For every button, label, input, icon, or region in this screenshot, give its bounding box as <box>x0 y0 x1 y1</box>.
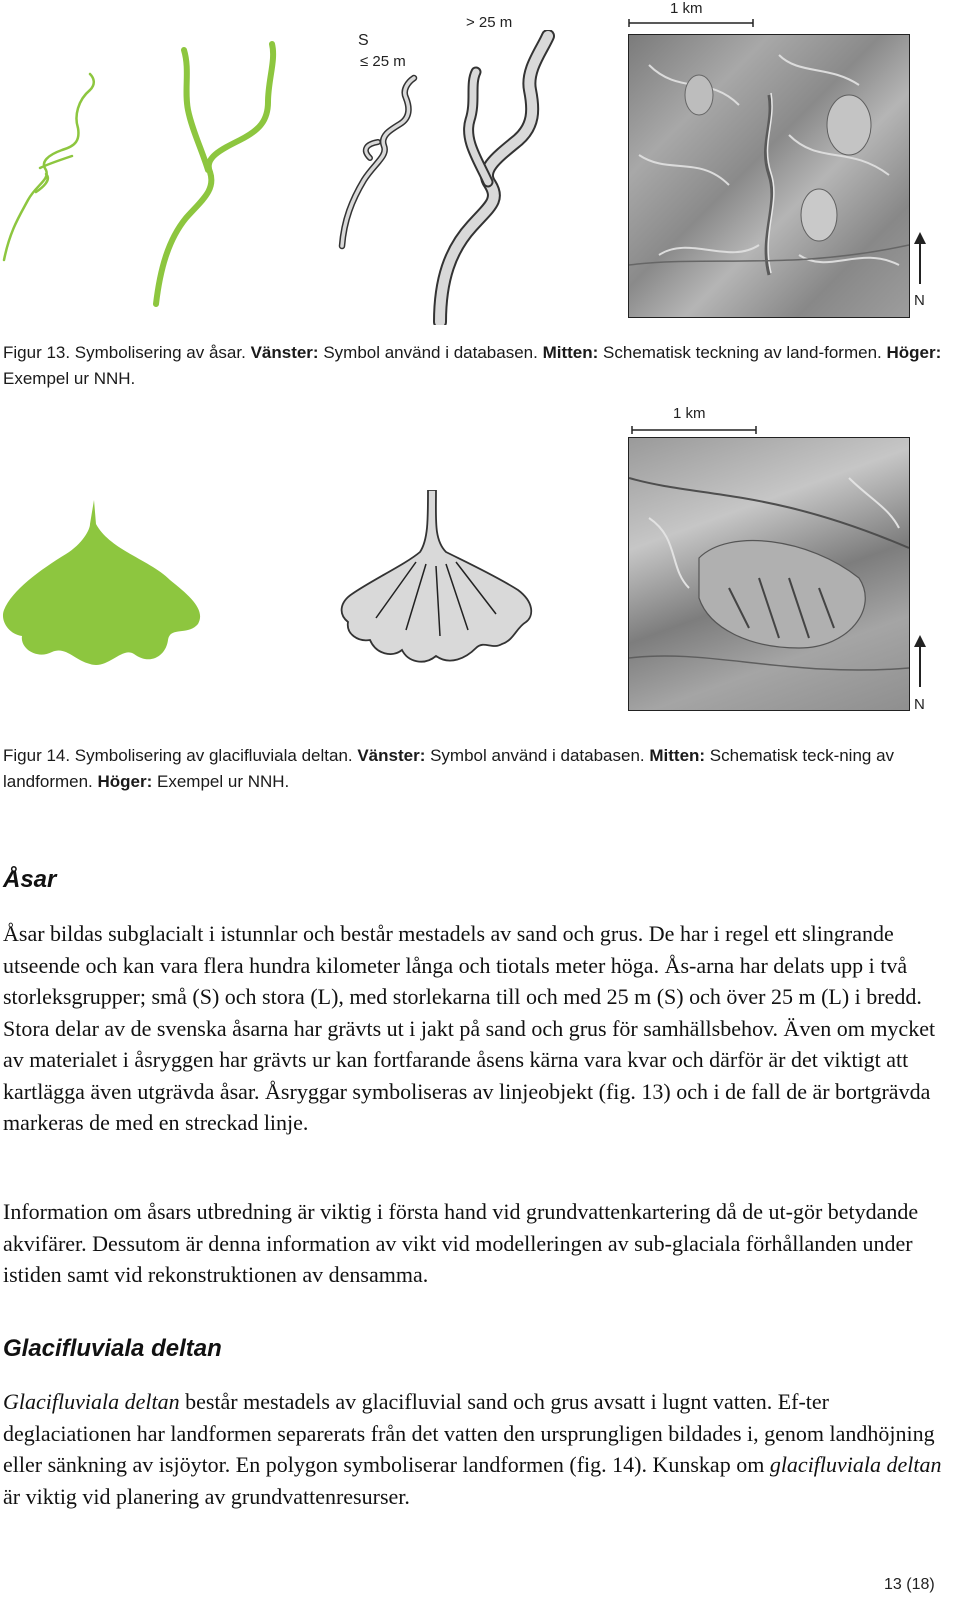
scale-label: 1 km <box>673 405 706 422</box>
north-label: N <box>914 696 925 713</box>
scale-bar <box>631 425 757 435</box>
delta-schematic <box>336 490 536 670</box>
nnh-hillshade-map <box>628 34 910 318</box>
label-large-width: > 25 m <box>466 14 513 31</box>
figure-14 <box>0 395 960 725</box>
asar-paragraph-1: Åsar bildas subglacialt i istunnlar och består mestadels av sand och grus. De har i regel ett slingrande utseende och kan vara flera hundra kilometer långa och tiotals meter höga. Ås-arna har delats upp i två storleksgrupper; små (S) och stora (L), med storlekarna till och med 25 m (S) och över 25 m (L) i bredd. Stora delar av de svenska åsarna har grävts ut i jakt på sand och grus för samhällsbehov. Även om mycket av materialet i åsryggen har grävts ur kan fortfarande åsens kärna vara kvar och därför är det viktigt att kartlägga även utgrävda åsar. Åsryggar symboliseras av linjeobjekt (fig. 13) och i de fall de är bortgrävda markeras de med en streckad linje. <box>3 921 936 1135</box>
label-s: S <box>358 32 369 49</box>
scale-label: 1 km <box>670 0 703 17</box>
label-small-width: ≤ 25 m <box>360 53 406 70</box>
north-label: N <box>914 292 925 309</box>
esker-symbol-small <box>0 70 110 270</box>
asar-paragraph-2: Information om åsars utbredning är viktig i första hand vid grundvattenkartering då de ut-gör betydande akvifärer. Dessutom är denna information av vikt vid modelleringen av sub-glaciala förhållanden under istiden samt vid rekonstruktionen av densamma. <box>3 1199 919 1287</box>
esker-schematic-large <box>430 30 570 325</box>
esker-symbol-large <box>140 40 290 310</box>
page-number: 13 (18) <box>884 1576 935 1593</box>
term-glacifluviala-deltan: Glacifluviala deltan <box>3 1389 180 1414</box>
term-glacifluviala-deltan: glacifluviala deltan <box>769 1452 942 1477</box>
north-arrow-icon <box>913 635 927 687</box>
deltan-paragraph: Glacifluviala deltan består mestadels av glacifluvial sand och grus avsatt i lugnt vatten. Ef-ter deglaciationen har landformen separerats från det vatten den ursprungligen bildades i, genom landhöjning eller sänkning av isjöytor. En polygon symboliserar landformen (fig. 14). Kunskap om glacifluviala deltan är viktig vid planering av grundvattenresurser. <box>3 1389 942 1509</box>
esker-schematic-small <box>330 70 430 260</box>
section-heading-asar: Åsar <box>3 866 57 893</box>
section-heading-deltan: Glacifluviala deltan <box>3 1335 222 1362</box>
north-arrow-icon <box>913 232 927 284</box>
scale-bar <box>628 18 754 28</box>
nnh-hillshade-map <box>628 437 910 711</box>
figure-14-caption: Figur 14. Symbolisering av glacifluviala deltan. Vänster: Symbol använd i databasen. Mitten: Schematisk teck-ning av landformen. Höger: Exempel ur NNH. <box>3 746 895 791</box>
delta-symbol <box>0 500 210 680</box>
figure-13 <box>0 0 960 330</box>
figure-13-caption: Figur 13. Symbolisering av åsar. Vänster: Symbol använd i databasen. Mitten: Schematisk teckning av land-formen. Höger: Exempel ur NNH. <box>3 343 942 388</box>
